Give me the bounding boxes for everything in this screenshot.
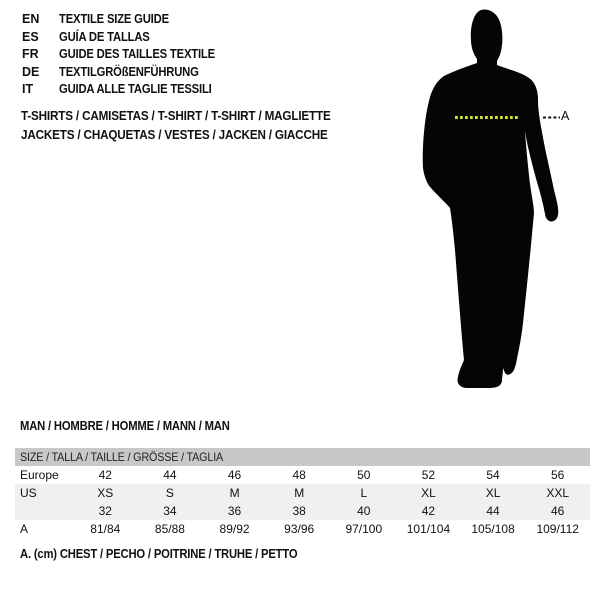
table-cell: 44 [486,504,500,518]
man-silhouette [410,0,600,400]
language-label: GUÍA DE TALLAS [59,29,150,44]
section-title-text: MAN / HOMBRE / HOMME / MANN / MAN [20,419,230,433]
language-row-es [22,29,232,47]
table-cell: 93/96 [284,522,315,536]
garment-type-lines [21,106,365,144]
table-cell: 50 [357,468,371,482]
row-label: A [20,522,29,536]
table-cell: M [294,486,305,500]
table-cell: 32 [98,504,112,518]
language-code: EN [22,12,40,26]
table-cell: 109/112 [536,522,579,536]
garment-line-text: JACKETS / CHAQUETAS / VESTES / JACKEN / GIACCHE [21,127,328,142]
measure-label-a: A [561,109,570,123]
table-cell: XS [97,486,114,500]
table-cell: XXL [546,486,570,500]
garment-line-text: T-SHIRTS / CAMISETAS / T-SHIRT / T-SHIRT / MAGLIETTE [21,108,331,123]
section-title [20,418,253,434]
language-code: ES [22,29,39,44]
table-cell: 89/92 [219,522,250,536]
language-code: FR [22,47,39,61]
garment-line-tshirts [21,106,365,125]
table-cell: XL [485,486,501,500]
table-row-chest-a [15,520,590,538]
table-cell: 101/104 [406,522,451,536]
man-silhouette-shape [423,10,558,388]
language-label: TEXTILGRÖßENFÜHRUNG [59,64,199,79]
garment-line-jackets [21,125,365,144]
table-cell: S [165,486,174,500]
table-row-europe [15,466,590,484]
table-cell: 54 [486,468,500,482]
table-cell: 97/100 [345,522,383,536]
size-table-header-text: SIZE / TALLA / TAILLE / GRÖSSE / TAGLIA [20,450,224,464]
table-row-us [15,484,590,502]
table-cell: 46 [227,468,242,482]
language-row-de [22,64,232,82]
table-cell: L [360,486,368,500]
language-code: DE [22,64,40,79]
size-table-header-row [15,448,590,466]
table-cell: 40 [357,504,371,518]
language-code: IT [22,82,34,96]
table-cell: 36 [227,504,242,518]
table-cell: 42 [421,504,436,518]
table-cell: 34 [163,504,177,518]
table-cell: 85/88 [154,522,185,536]
table-cell: 48 [292,468,306,482]
table-cell: 42 [98,468,112,482]
language-label: TEXTILE SIZE GUIDE [59,12,169,26]
language-label: GUIDA ALLE TAGLIE TESSILI [59,82,212,96]
table-cell: XL [421,486,436,500]
language-row-en [22,11,232,29]
language-label: GUIDE DES TAILLES TEXTILE [59,47,215,61]
table-cell: 105/108 [471,522,515,536]
row-label [15,502,73,520]
table-cell: 46 [551,504,565,518]
language-list [22,11,232,99]
table-cell: M [229,486,240,500]
table-row-uk [15,502,590,520]
language-row-it [22,81,232,99]
table-cell: 44 [163,468,177,482]
table-cell: 81/84 [90,522,121,536]
row-label: Europe [20,468,59,482]
table-cell: 56 [551,468,565,482]
row-label: US [20,486,37,500]
man-figure [410,0,600,400]
size-table [15,448,590,538]
table-cell: 38 [292,504,306,518]
footnote [20,547,328,561]
language-row-fr [22,46,232,64]
footnote-text: A. (cm) CHEST / PECHO / POITRINE / TRUHE / PETTO [20,547,298,561]
table-cell: 52 [421,468,436,482]
